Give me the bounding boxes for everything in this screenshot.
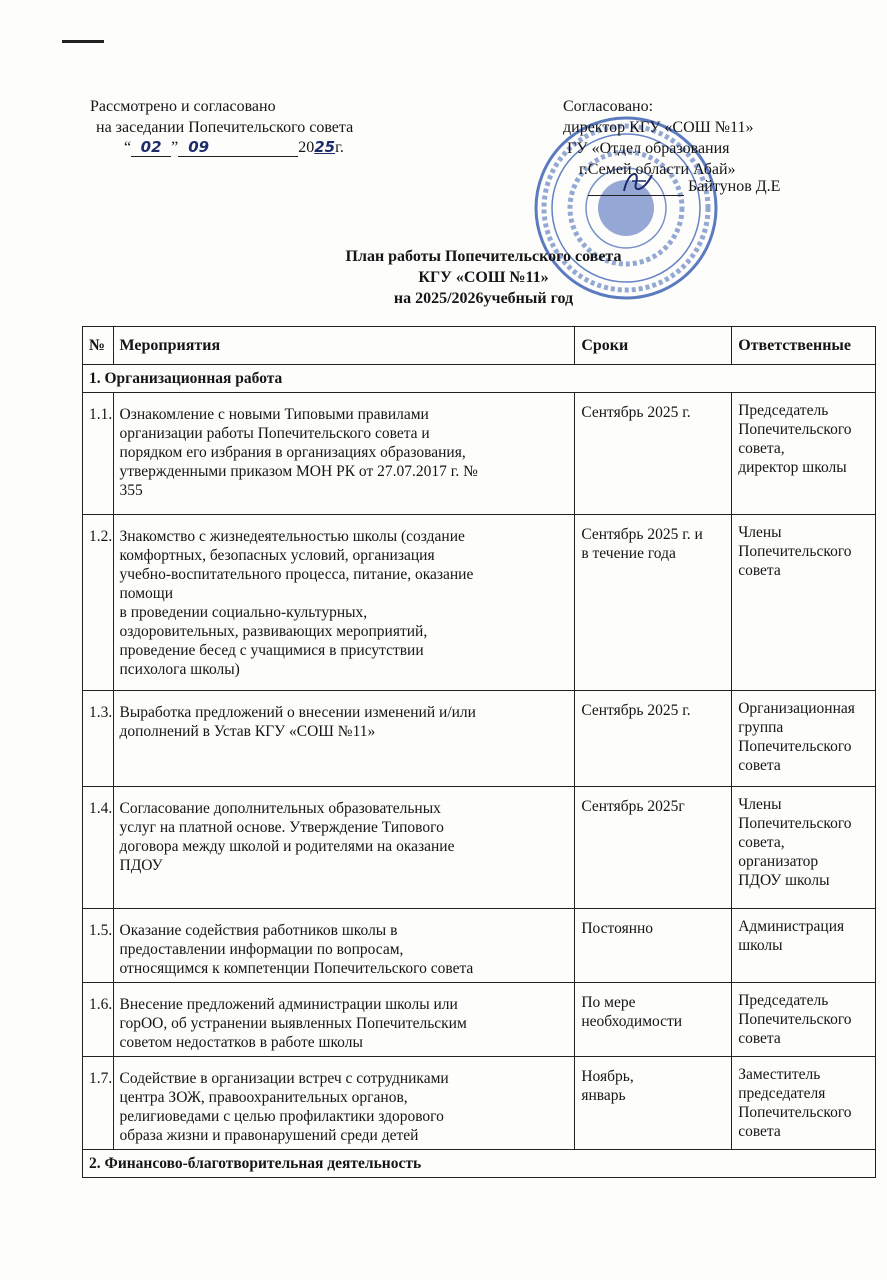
plan-title-line3: на 2025/2026учебный год — [393, 290, 574, 307]
row-responsible-line: Председатель — [738, 992, 829, 1009]
table-row — [83, 983, 876, 1057]
row-activity-line: ПДОУ — [119, 857, 163, 874]
row-term-line: Постоянно — [581, 920, 654, 937]
row-number: 1.6. — [83, 983, 114, 1057]
row-term-line: необходимости — [581, 1013, 683, 1030]
row-activity-line: горОО, об устранении выявленных Попечительским — [119, 1015, 467, 1032]
row-number: 1.2. — [83, 515, 114, 691]
row-activity-line: проведение бесед с учащимися в присутствии — [119, 642, 424, 659]
row-activity-line: образа жизни и правонарушений среди детей — [119, 1127, 419, 1144]
row-responsible-line: Заместитель — [738, 1066, 821, 1083]
approval-left-line2: на заседании Попечительского совета — [96, 119, 354, 136]
row-term-line: в течение года — [581, 545, 676, 562]
approval-date — [124, 138, 384, 157]
row-term-line: Сентябрь 2025г — [581, 798, 685, 815]
row-activity — [113, 787, 575, 909]
header-responsible: Ответственные — [732, 327, 876, 365]
table-row — [83, 393, 876, 515]
row-term — [575, 983, 732, 1057]
row-number: 1.4. — [83, 787, 114, 909]
date-year-suffix: 25 — [314, 138, 336, 156]
row-term-line: Сентябрь 2025 г. и — [581, 526, 703, 543]
row-activity-line: Оказание содействия работников школы в — [119, 922, 398, 939]
table-row — [83, 515, 876, 691]
row-activity-line: религиоведами с целью профилактики здорового — [119, 1108, 444, 1125]
table-header-row — [83, 327, 876, 365]
row-activity — [113, 515, 575, 691]
row-responsible-line: Председатель — [738, 402, 829, 419]
row-responsible — [732, 909, 876, 983]
row-activity-line: порядком его избрания в организациях образования, — [119, 444, 466, 461]
date-close-quote: ” — [171, 139, 179, 156]
row-term-line: Ноябрь, — [581, 1068, 634, 1085]
row-responsible-line: совета — [738, 757, 781, 774]
row-activity-line: Внесение предложений администрации школы или — [119, 996, 458, 1013]
approval-right-block — [563, 96, 753, 180]
row-responsible — [732, 1057, 876, 1150]
row-responsible-line: Попечительского — [738, 543, 852, 560]
row-activity-line: центра ЗОЖ, правоохранительных органов, — [119, 1089, 408, 1106]
date-suffix: г. — [335, 139, 344, 156]
date-day: 02 — [131, 138, 171, 157]
row-responsible-line: совета — [738, 1030, 781, 1047]
row-term — [575, 787, 732, 909]
section-title: 2. Финансово-благотворительная деятельность — [83, 1150, 876, 1178]
row-activity-line: услуг на платной основе. Утверждение Типового — [119, 819, 444, 836]
row-responsible-line: совета — [738, 1123, 781, 1140]
row-responsible — [732, 691, 876, 787]
row-number: 1.1. — [83, 393, 114, 515]
row-activity-line: Содействие в организации встреч с сотрудниками — [119, 1070, 449, 1087]
plan-title-line2: КГУ «СОШ №11» — [418, 269, 549, 286]
row-responsible — [732, 787, 876, 909]
row-activity-line: оздоровительных, развивающих мероприятий, — [119, 623, 428, 640]
approval-right-line2: директор КГУ «СОШ №11» — [563, 119, 754, 136]
row-responsible — [732, 983, 876, 1057]
approval-right-line1: Согласовано: — [563, 98, 654, 115]
row-responsible-line: председателя — [738, 1085, 826, 1102]
section-row — [83, 1150, 876, 1178]
row-responsible — [732, 515, 876, 691]
row-responsible-line: Организационная — [738, 700, 855, 717]
row-responsible-line: совета, — [738, 834, 785, 851]
plan-title — [0, 246, 887, 309]
approval-left-block — [90, 96, 353, 138]
row-activity-line: Выработка предложений о внесении изменений и/или — [119, 704, 476, 721]
row-activity-line: дополнений в Устав КГУ «СОШ №11» — [119, 723, 376, 740]
row-activity — [113, 909, 575, 983]
row-activity-line: советом недостатков в работе школы — [119, 1034, 363, 1051]
row-responsible-line: организатор — [738, 853, 819, 870]
row-responsible-line: школы — [738, 937, 783, 954]
row-term — [575, 393, 732, 515]
row-responsible-line: ПДОУ школы — [738, 872, 830, 889]
signature-row — [588, 178, 780, 196]
row-activity-line: Знакомство с жизнедеятельностью школы (создание — [119, 528, 465, 545]
row-activity — [113, 691, 575, 787]
row-term-line: январь — [581, 1087, 626, 1104]
row-responsible-line: Администрация — [738, 918, 845, 935]
row-responsible-line: Члены — [738, 796, 782, 813]
table-row — [83, 1057, 876, 1150]
row-responsible-line: группа — [738, 719, 784, 736]
row-activity-line: в проведении социально-культурных, — [119, 604, 368, 621]
table-row — [83, 691, 876, 787]
row-activity-line: психолога школы) — [119, 661, 240, 678]
approval-left-line1: Рассмотрено и согласовано — [90, 98, 276, 115]
row-responsible-line: совета, — [738, 440, 785, 457]
row-number: 1.7. — [83, 1057, 114, 1150]
row-term — [575, 691, 732, 787]
row-responsible — [732, 393, 876, 515]
plan-title-line1: План работы Попечительского совета — [345, 248, 622, 265]
approval-right-line3: ГУ «Отдел образования — [567, 140, 730, 157]
row-activity-line: учебно-воспитательного процесса, питание, оказание — [119, 566, 474, 583]
row-term — [575, 515, 732, 691]
date-year-prefix: 20 — [298, 139, 315, 156]
date-month: 09 — [178, 138, 298, 157]
row-activity — [113, 393, 575, 515]
row-activity-line: комфортных, безопасных условий, организация — [119, 547, 435, 564]
row-activity-line: предоставлении информации по вопросам, — [119, 941, 404, 958]
table-row — [83, 909, 876, 983]
row-activity-line: договора между школой и родителями на оказание — [119, 838, 455, 855]
row-activity-line: Согласование дополнительных образовательных — [119, 800, 441, 817]
plan-table — [82, 326, 876, 1178]
approval-right-line4: г.Семей области Абай» — [579, 161, 736, 178]
row-activity-line: Ознакомление с новыми Типовыми правилами — [119, 406, 429, 423]
header-terms: Сроки — [575, 327, 732, 365]
table-row — [83, 787, 876, 909]
row-term-line: Сентябрь 2025 г. — [581, 404, 691, 421]
header-activities: Мероприятия — [113, 327, 575, 365]
row-activity-line: утвержденными приказом МОН РК от 27.07.2017 г. № — [119, 463, 478, 480]
section-row — [83, 365, 876, 393]
row-number: 1.3. — [83, 691, 114, 787]
row-number: 1.5. — [83, 909, 114, 983]
signer-name: Байтунов Д.Е — [688, 178, 781, 195]
row-responsible-line: Попечительского — [738, 421, 852, 438]
section-title: 1. Организационная работа — [83, 365, 876, 393]
row-responsible-line: Попечительского — [738, 1104, 852, 1121]
row-activity-line: относящимся к компетенции Попечительского совета — [119, 960, 474, 977]
signature-line — [588, 181, 684, 196]
row-term-line: Сентябрь 2025 г. — [581, 702, 691, 719]
row-term — [575, 1057, 732, 1150]
row-activity — [113, 983, 575, 1057]
row-responsible-line: Попечительского — [738, 1011, 852, 1028]
row-activity-line: организации работы Попечительского совета и — [119, 425, 430, 442]
handwritten-signature-icon — [618, 167, 658, 197]
row-term-line: По мере — [581, 994, 636, 1011]
scan-mark — [62, 40, 104, 43]
row-responsible-line: Попечительского — [738, 738, 852, 755]
date-open-quote: “ — [124, 139, 132, 156]
header-number: № — [83, 327, 114, 365]
row-responsible-line: директор школы — [738, 459, 847, 476]
row-activity — [113, 1057, 575, 1150]
row-responsible-line: совета — [738, 562, 781, 579]
row-responsible-line: Члены — [738, 524, 782, 541]
row-activity-line: помощи — [119, 585, 174, 602]
row-activity-line: 355 — [119, 482, 143, 499]
row-responsible-line: Попечительского — [738, 815, 852, 832]
row-term — [575, 909, 732, 983]
